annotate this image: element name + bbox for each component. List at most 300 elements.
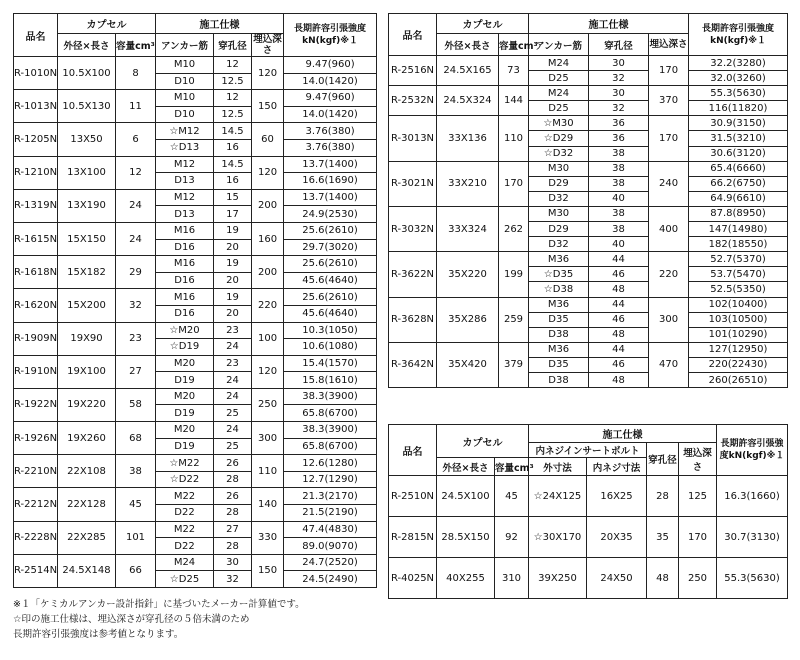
header-construction: 施工仕様 — [156, 14, 284, 34]
tensile-strength: 12.6(1280) — [284, 455, 377, 472]
insert-outer-size: 39X250 — [529, 558, 587, 599]
header-thread-size: 内ネジ寸法 — [587, 458, 647, 476]
embed-depth: 125 — [679, 476, 717, 517]
capsule-volume: 11 — [116, 90, 156, 123]
capsule-volume: 24 — [116, 222, 156, 255]
table-row — [389, 56, 788, 71]
hole-diameter: 14.5 — [214, 156, 252, 173]
tensile-strength: 10.6(1080) — [284, 339, 377, 356]
tensile-strength: 66.2(6750) — [689, 176, 788, 191]
tensile-strength: 89.0(9070) — [284, 538, 377, 555]
capsule-volume: 92 — [495, 517, 529, 558]
tensile-strength: 53.7(5470) — [689, 267, 788, 282]
hole-diameter: 17 — [214, 206, 252, 223]
header-capsule: カプセル — [437, 425, 529, 458]
hole-diameter: 44 — [589, 252, 649, 267]
hole-diameter: 38 — [589, 206, 649, 221]
hole-diameter: 19 — [214, 256, 252, 273]
tensile-strength: 15.8(1610) — [284, 372, 377, 389]
table-row — [389, 86, 788, 101]
hole-diameter: 25 — [214, 405, 252, 422]
capsule-volume: 45 — [116, 488, 156, 521]
header-volume: 容量cm³ — [495, 458, 529, 476]
header-dimensions: 外径×長さ — [58, 34, 116, 57]
header-name: 品名 — [389, 14, 437, 56]
hole-diameter: 46 — [589, 267, 649, 282]
header-construction: 施工仕様 — [529, 14, 689, 34]
hole-diameter: 24 — [214, 339, 252, 356]
embed-depth: 370 — [649, 86, 689, 116]
anchor-bar: D10 — [156, 106, 214, 123]
tensile-strength: 3.76(380) — [284, 139, 377, 156]
hole-diameter: 48 — [589, 327, 649, 342]
tensile-strength: 65.8(6700) — [284, 405, 377, 422]
tensile-strength: 12.7(1290) — [284, 471, 377, 488]
table-row — [14, 422, 377, 439]
header-insert-bolt: 内ネジインサートボルト — [529, 443, 647, 458]
embed-depth: 160 — [252, 222, 284, 255]
table-row — [389, 252, 788, 267]
insert-outer-size: ☆24X125 — [529, 476, 587, 517]
anchor-bar: D16 — [156, 305, 214, 322]
anchor-bar: ☆D19 — [156, 339, 214, 356]
header-depth: 埋込深さ — [679, 443, 717, 476]
product-name: R-3013N — [389, 116, 437, 161]
embed-depth: 400 — [649, 206, 689, 251]
embed-depth: 220 — [649, 252, 689, 297]
header-name: 品名 — [14, 14, 58, 57]
anchor-bar: M24 — [156, 554, 214, 571]
product-name: R-1615N — [14, 222, 58, 255]
tensile-strength: 30.6(3120) — [689, 146, 788, 161]
hole-diameter: 38 — [589, 161, 649, 176]
anchor-bar: D13 — [156, 173, 214, 190]
hole-diameter: 28 — [214, 505, 252, 522]
hole-diameter: 38 — [589, 176, 649, 191]
embed-depth: 140 — [252, 488, 284, 521]
table-row — [14, 222, 377, 239]
table-row — [14, 554, 377, 571]
hole-diameter: 24 — [214, 372, 252, 389]
anchor-bar: M36 — [529, 342, 589, 357]
anchor-bar: D22 — [156, 538, 214, 555]
table-row — [389, 116, 788, 131]
product-name: R-1620N — [14, 289, 58, 322]
header-depth: 埋込深さ — [649, 34, 689, 56]
embed-depth: 220 — [252, 289, 284, 322]
header-anchor: アンカー筋 — [156, 34, 214, 57]
anchor-bar: D16 — [156, 239, 214, 256]
header-capsule: カプセル — [437, 14, 529, 34]
tensile-strength: 64.9(6610) — [689, 191, 788, 206]
capsule-dimensions: 35X220 — [437, 252, 499, 297]
hole-diameter: 44 — [589, 297, 649, 312]
anchor-bar: M12 — [156, 189, 214, 206]
anchor-bar: D35 — [529, 312, 589, 327]
anchor-bar: D22 — [156, 505, 214, 522]
table-row — [389, 297, 788, 312]
tensile-strength: 55.3(5630) — [717, 558, 788, 599]
header-hole: 穿孔径 — [589, 34, 649, 56]
tensile-strength: 3.76(380) — [284, 123, 377, 140]
tensile-strength: 102(10400) — [689, 297, 788, 312]
tensile-strength: 14.0(1420) — [284, 106, 377, 123]
capsule-dimensions: 15X200 — [58, 289, 116, 322]
header-strength: 長期許容引張強度kN(kgf)※１ — [689, 14, 788, 56]
hole-diameter: 38 — [589, 146, 649, 161]
anchor-bar: D19 — [156, 405, 214, 422]
capsule-dimensions: 15X182 — [58, 256, 116, 289]
capsule-volume: 68 — [116, 422, 156, 455]
insert-thread-size: 24X50 — [587, 558, 647, 599]
capsule-volume: 262 — [499, 206, 529, 251]
header-hole: 穿孔径 — [647, 443, 679, 476]
hole-diameter: 19 — [214, 289, 252, 306]
anchor-bar: ☆D29 — [529, 131, 589, 146]
left-spec-table — [13, 13, 377, 588]
hole-diameter: 46 — [589, 312, 649, 327]
hole-diameter: 36 — [589, 131, 649, 146]
tensile-strength: 32.0(3260) — [689, 71, 788, 86]
embed-depth: 110 — [252, 455, 284, 488]
capsule-dimensions: 13X190 — [58, 189, 116, 222]
capsule-dimensions: 13X100 — [58, 156, 116, 189]
anchor-bar: M16 — [156, 222, 214, 239]
embed-depth: 120 — [252, 355, 284, 388]
hole-diameter: 46 — [589, 357, 649, 372]
header-hole: 穿孔径 — [214, 34, 252, 57]
anchor-bar: ☆D35 — [529, 267, 589, 282]
embed-depth: 60 — [252, 123, 284, 156]
embed-depth: 250 — [679, 558, 717, 599]
insert-thread-size: 16X25 — [587, 476, 647, 517]
anchor-bar: D16 — [156, 272, 214, 289]
capsule-dimensions: 19X260 — [58, 422, 116, 455]
hole-diameter: 32 — [589, 71, 649, 86]
capsule-volume: 38 — [116, 455, 156, 488]
embed-depth: 120 — [252, 156, 284, 189]
capsule-volume: 73 — [499, 56, 529, 86]
product-name: R-2210N — [14, 455, 58, 488]
header-strength: 長期許容引張強度kN(kgf)※１ — [717, 425, 788, 476]
anchor-bar: ☆M22 — [156, 455, 214, 472]
capsule-volume: 24 — [116, 189, 156, 222]
tensile-strength: 220(22430) — [689, 357, 788, 372]
hole-diameter: 12.5 — [214, 73, 252, 90]
anchor-bar: D32 — [529, 191, 589, 206]
embed-depth: 300 — [649, 297, 689, 342]
table-row — [14, 388, 377, 405]
hole-diameter: 12 — [214, 90, 252, 107]
tensile-strength: 147(14980) — [689, 222, 788, 237]
product-name: R-3622N — [389, 252, 437, 297]
capsule-dimensions: 13X50 — [58, 123, 116, 156]
header-depth: 埋込深さ — [253, 34, 282, 56]
table-row — [389, 476, 788, 517]
anchor-bar: M30 — [529, 161, 589, 176]
anchor-bar: M20 — [156, 355, 214, 372]
table-row — [14, 256, 377, 273]
embed-depth: 100 — [252, 322, 284, 355]
table-row — [14, 355, 377, 372]
anchor-bar: D32 — [529, 237, 589, 252]
hole-diameter: 28 — [214, 538, 252, 555]
table-row — [389, 206, 788, 221]
tensile-strength: 38.3(3900) — [284, 422, 377, 439]
product-name: R-1013N — [14, 90, 58, 123]
header-dimensions: 外径×長さ — [437, 34, 499, 56]
capsule-volume: 66 — [116, 554, 156, 587]
header-outer-size: 外寸法 — [529, 458, 587, 476]
header-capsule: カプセル — [58, 14, 156, 34]
hole-diameter: 48 — [589, 372, 649, 387]
capsule-volume: 101 — [116, 521, 156, 554]
header-anchor: アンカー筋 — [529, 34, 589, 56]
tensile-strength: 31.5(3210) — [689, 131, 788, 146]
hole-diameter: 24 — [214, 422, 252, 439]
embed-depth: 200 — [252, 189, 284, 222]
tensile-strength: 260(26510) — [689, 372, 788, 387]
capsule-volume: 144 — [499, 86, 529, 116]
anchor-bar: M16 — [156, 256, 214, 273]
hole-diameter: 35 — [647, 517, 679, 558]
product-name: R-2212N — [14, 488, 58, 521]
product-name: R-1319N — [14, 189, 58, 222]
tensile-strength: 47.4(4830) — [284, 521, 377, 538]
table-row — [389, 517, 788, 558]
footnotes — [13, 597, 393, 642]
anchor-bar: M36 — [529, 297, 589, 312]
hole-diameter: 32 — [214, 571, 252, 588]
product-name: R-3032N — [389, 206, 437, 251]
hole-diameter: 19 — [214, 222, 252, 239]
product-name: R-4025N — [389, 558, 437, 599]
capsule-dimensions: 33X136 — [437, 116, 499, 161]
tensile-strength: 24.9(2530) — [284, 206, 377, 223]
hole-diameter: 20 — [214, 272, 252, 289]
capsule-dimensions: 24.5X165 — [437, 56, 499, 86]
embed-depth: 240 — [649, 161, 689, 206]
tensile-strength: 101(10290) — [689, 327, 788, 342]
hole-diameter: 40 — [589, 191, 649, 206]
tensile-strength: 24.5(2490) — [284, 571, 377, 588]
capsule-volume: 12 — [116, 156, 156, 189]
anchor-bar: M10 — [156, 57, 214, 74]
capsule-dimensions: 33X324 — [437, 206, 499, 251]
embed-depth: 170 — [679, 517, 717, 558]
hole-diameter: 25 — [214, 438, 252, 455]
tensile-strength: 9.47(960) — [284, 90, 377, 107]
insert-outer-size: ☆30X170 — [529, 517, 587, 558]
anchor-bar: D38 — [529, 372, 589, 387]
hole-diameter: 15 — [214, 189, 252, 206]
product-name: R-1618N — [14, 256, 58, 289]
anchor-bar: M24 — [529, 56, 589, 71]
table-row — [14, 488, 377, 505]
anchor-bar: ☆D22 — [156, 471, 214, 488]
product-name: R-2532N — [389, 86, 437, 116]
tensile-strength: 103(10500) — [689, 312, 788, 327]
embed-depth: 250 — [252, 388, 284, 421]
embed-depth: 170 — [649, 116, 689, 161]
capsule-dimensions: 15X150 — [58, 222, 116, 255]
product-name: R-1909N — [14, 322, 58, 355]
capsule-volume: 29 — [116, 256, 156, 289]
tensile-strength: 24.7(2520) — [284, 554, 377, 571]
anchor-bar: M36 — [529, 252, 589, 267]
capsule-dimensions: 22X285 — [58, 521, 116, 554]
anchor-bar: ☆D13 — [156, 139, 214, 156]
hole-diameter: 26 — [214, 455, 252, 472]
hole-diameter: 30 — [589, 86, 649, 101]
capsule-volume: 8 — [116, 57, 156, 90]
tensile-strength: 21.3(2170) — [284, 488, 377, 505]
embed-depth: 300 — [252, 422, 284, 455]
anchor-bar: D29 — [529, 222, 589, 237]
hole-diameter: 23 — [214, 322, 252, 339]
insert-thread-size: 20X35 — [587, 517, 647, 558]
hole-diameter: 30 — [214, 554, 252, 571]
product-name: R-2228N — [14, 521, 58, 554]
product-name: R-1922N — [14, 388, 58, 421]
capsule-dimensions: 35X420 — [437, 342, 499, 387]
footnote-3: 長期許容引張強度は参考値となります。 — [13, 629, 184, 640]
anchor-bar: D19 — [156, 372, 214, 389]
capsule-volume: 32 — [116, 289, 156, 322]
tensile-strength: 15.4(1570) — [284, 355, 377, 372]
capsule-dimensions: 28.5X150 — [437, 517, 495, 558]
tensile-strength: 65.8(6700) — [284, 438, 377, 455]
anchor-bar: D38 — [529, 327, 589, 342]
anchor-bar: M24 — [529, 86, 589, 101]
anchor-bar: ☆M30 — [529, 116, 589, 131]
header-name: 品名 — [389, 425, 437, 476]
anchor-bar: ☆D38 — [529, 282, 589, 297]
tensile-strength: 116(11820) — [689, 101, 788, 116]
table-row — [14, 455, 377, 472]
header-strength: 長期許容引張強度kN(kgf)※１ — [284, 14, 377, 57]
hole-diameter: 27 — [214, 521, 252, 538]
tensile-strength: 9.47(960) — [284, 57, 377, 74]
anchor-bar: ☆M12 — [156, 123, 214, 140]
tensile-strength: 25.6(2610) — [284, 222, 377, 239]
hole-diameter: 36 — [589, 116, 649, 131]
tensile-strength: 25.6(2610) — [284, 256, 377, 273]
product-name: R-1010N — [14, 57, 58, 90]
tensile-strength: 38.3(3900) — [284, 388, 377, 405]
table-row — [14, 189, 377, 206]
tensile-strength: 52.7(5370) — [689, 252, 788, 267]
hole-diameter: 12.5 — [214, 106, 252, 123]
table-row — [14, 90, 377, 107]
anchor-bar: M20 — [156, 422, 214, 439]
capsule-dimensions: 19X100 — [58, 355, 116, 388]
hole-diameter: 28 — [214, 471, 252, 488]
capsule-volume: 110 — [499, 116, 529, 161]
anchor-bar: D13 — [156, 206, 214, 223]
anchor-bar: M16 — [156, 289, 214, 306]
product-name: R-3642N — [389, 342, 437, 387]
table-row — [14, 322, 377, 339]
tensile-strength: 182(18550) — [689, 237, 788, 252]
table-row — [14, 123, 377, 140]
hole-diameter: 16 — [214, 139, 252, 156]
product-name: R-2510N — [389, 476, 437, 517]
tensile-strength: 16.3(1660) — [717, 476, 788, 517]
hole-diameter: 14.5 — [214, 123, 252, 140]
product-name: R-1926N — [14, 422, 58, 455]
product-name: R-1910N — [14, 355, 58, 388]
hole-diameter: 20 — [214, 239, 252, 256]
header-construction: 施工仕様 — [529, 425, 717, 443]
embed-depth: 150 — [252, 90, 284, 123]
anchor-bar: D19 — [156, 438, 214, 455]
footnote-1: ※１「ケミカルアンカー設計指針」に基づいたメーカー計算値です。 — [13, 599, 305, 610]
hole-diameter: 12 — [214, 57, 252, 74]
capsule-dimensions: 33X210 — [437, 161, 499, 206]
capsule-volume: 199 — [499, 252, 529, 297]
hole-diameter: 16 — [214, 173, 252, 190]
product-name: R-3021N — [389, 161, 437, 206]
capsule-dimensions: 19X220 — [58, 388, 116, 421]
hole-diameter: 26 — [214, 488, 252, 505]
anchor-bar: M12 — [156, 156, 214, 173]
capsule-volume: 45 — [495, 476, 529, 517]
capsule-dimensions: 24.5X324 — [437, 86, 499, 116]
anchor-bar: ☆D32 — [529, 146, 589, 161]
capsule-dimensions: 40X255 — [437, 558, 495, 599]
hole-diameter: 24 — [214, 388, 252, 405]
hole-diameter: 23 — [214, 355, 252, 372]
capsule-volume: 6 — [116, 123, 156, 156]
footnote-2: ☆印の施工仕様は、埋込深さが穿孔径の５倍未満のため — [13, 614, 250, 625]
hole-diameter: 38 — [589, 222, 649, 237]
anchor-bar: D10 — [156, 73, 214, 90]
embed-depth: 330 — [252, 521, 284, 554]
anchor-bar: M22 — [156, 521, 214, 538]
hole-diameter: 48 — [647, 558, 679, 599]
capsule-dimensions: 35X286 — [437, 297, 499, 342]
embed-depth: 120 — [252, 57, 284, 90]
anchor-bar: M30 — [529, 206, 589, 221]
capsule-volume: 27 — [116, 355, 156, 388]
tensile-strength: 127(12950) — [689, 342, 788, 357]
hole-diameter: 28 — [647, 476, 679, 517]
product-name: R-1210N — [14, 156, 58, 189]
anchor-bar: ☆D25 — [156, 571, 214, 588]
capsule-dimensions: 22X128 — [58, 488, 116, 521]
tensile-strength: 13.7(1400) — [284, 156, 377, 173]
tensile-strength: 25.6(2610) — [284, 289, 377, 306]
capsule-volume: 310 — [495, 558, 529, 599]
tensile-strength: 30.9(3150) — [689, 116, 788, 131]
tensile-strength: 65.4(6660) — [689, 161, 788, 176]
anchor-bar: D29 — [529, 176, 589, 191]
tensile-strength: 16.6(1690) — [284, 173, 377, 190]
tensile-strength: 52.5(5350) — [689, 282, 788, 297]
anchor-bar: M10 — [156, 90, 214, 107]
hole-diameter: 20 — [214, 305, 252, 322]
tensile-strength: 32.2(3280) — [689, 56, 788, 71]
tensile-strength: 30.7(3130) — [717, 517, 788, 558]
capsule-dimensions: 10.5X100 — [58, 57, 116, 90]
embed-depth: 150 — [252, 554, 284, 587]
tensile-strength: 87.8(8950) — [689, 206, 788, 221]
table-row — [14, 156, 377, 173]
tensile-strength: 45.6(4640) — [284, 305, 377, 322]
capsule-dimensions: 24.5X148 — [58, 554, 116, 587]
tensile-strength: 45.6(4640) — [284, 272, 377, 289]
